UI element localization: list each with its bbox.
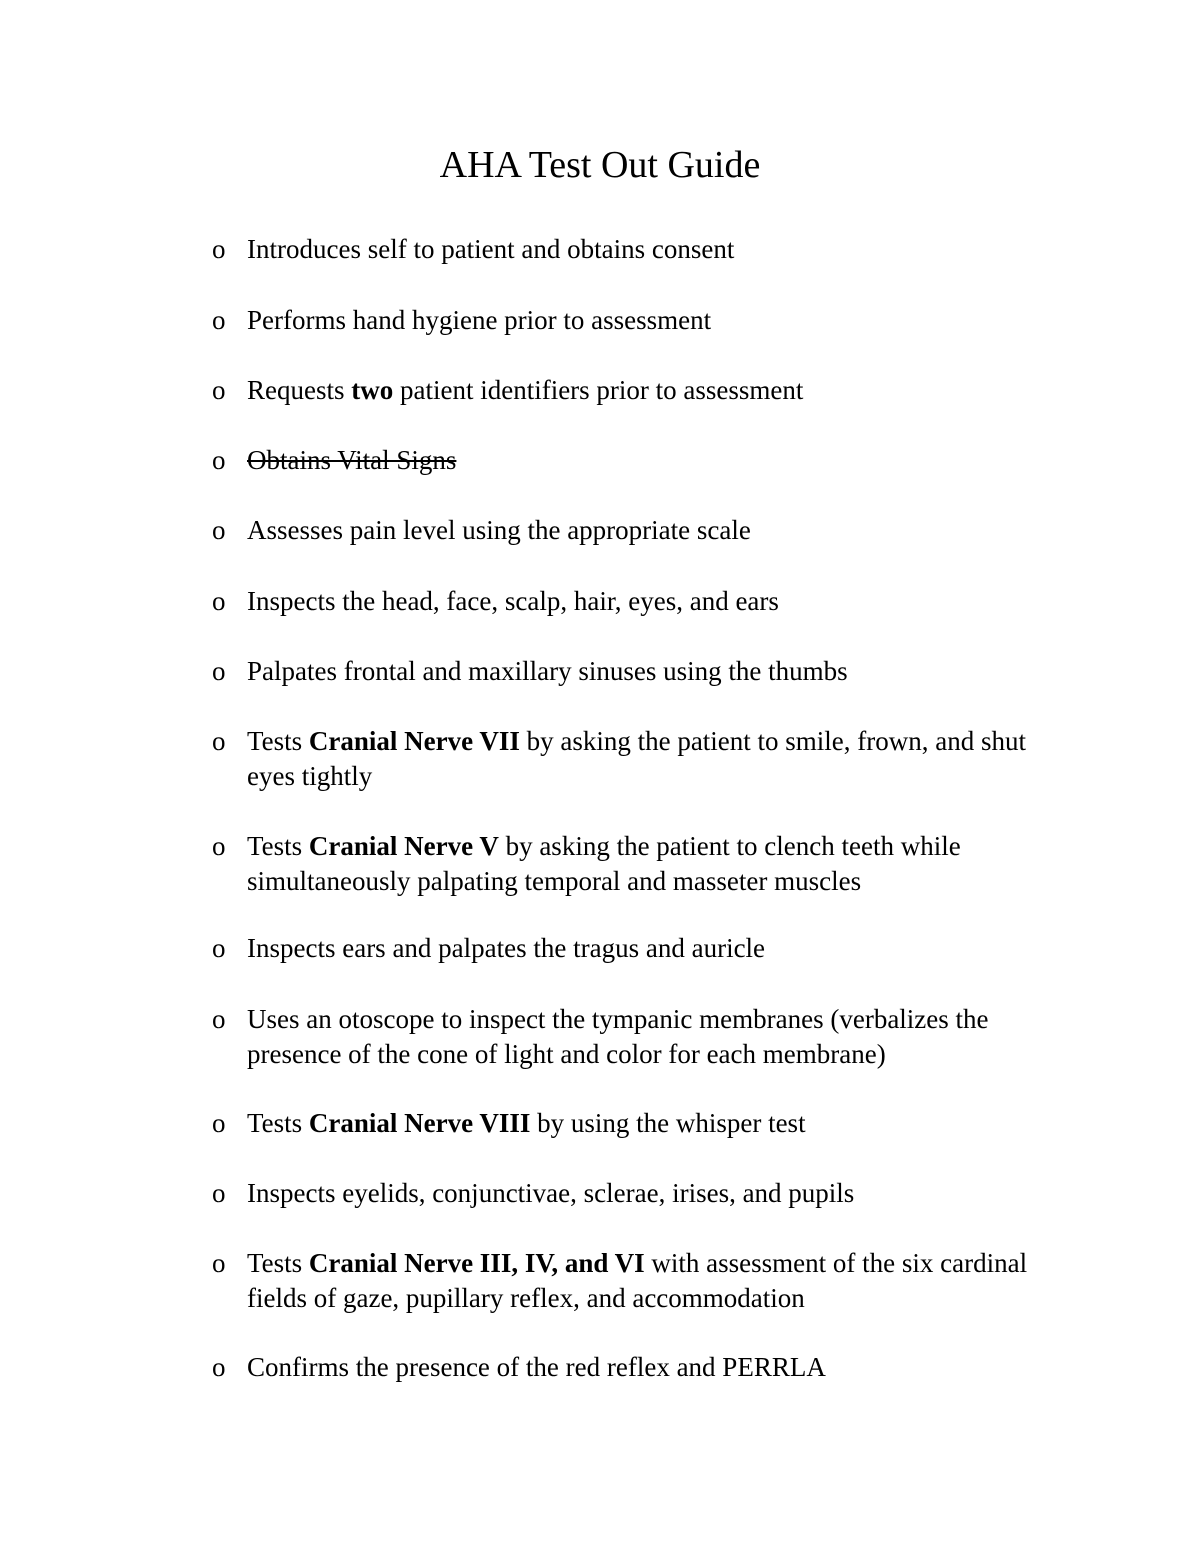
checklist-item	[212, 584, 1032, 619]
checklist-item	[212, 303, 1032, 338]
emphasized-text: Cranial Nerve VII	[308, 726, 520, 756]
checklist-item	[212, 1106, 1032, 1141]
bullet-marker: o	[212, 445, 226, 475]
item-text-segment: by asking the patient to clench teeth while simultaneously palpating temporal and masseter muscles	[247, 831, 961, 896]
item-text-segment: patient identifiers prior to assessment	[393, 375, 804, 405]
checklist-item	[212, 724, 1032, 794]
checklist-item-text	[247, 443, 1032, 478]
checklist-item	[212, 1176, 1032, 1211]
item-text-segment: Performs hand hygiene prior to assessment	[247, 305, 712, 335]
checklist-item-text	[247, 373, 1032, 408]
item-text-segment: Tests	[247, 831, 309, 861]
checklist-item-text	[247, 654, 1032, 689]
bullet-marker: o	[212, 831, 226, 861]
item-text-segment: Introduces self to patient and obtains consent	[247, 234, 735, 264]
checklist-item-text	[247, 584, 1032, 619]
bullet-marker: o	[212, 933, 226, 963]
item-text-segment: Requests	[247, 375, 352, 405]
checklist-item-text	[247, 232, 1032, 267]
page-title: AHA Test Out Guide	[439, 144, 761, 186]
bullet-marker: o	[212, 1004, 226, 1034]
bullet-marker: o	[212, 726, 226, 756]
checklist-item	[212, 829, 1032, 899]
item-text-segment: by using the whisper test	[530, 1108, 806, 1138]
checklist-item-text	[247, 303, 1032, 338]
item-text-segment: Confirms the presence of the red reflex and PERRLA	[247, 1352, 826, 1382]
checklist-item-text	[247, 1002, 1032, 1072]
item-text-segment: Tests	[247, 1108, 309, 1138]
checklist-item	[212, 373, 1032, 408]
bullet-marker: o	[212, 375, 226, 405]
bullet-marker: o	[212, 1248, 226, 1278]
bullet-marker: o	[212, 515, 226, 545]
item-text-segment: Palpates frontal and maxillary sinuses using the thumbs	[247, 656, 848, 686]
checklist-item	[212, 1350, 1032, 1385]
item-text-segment: Inspects ears and palpates the tragus and auricle	[247, 933, 766, 963]
bullet-marker: o	[212, 1178, 226, 1208]
checklist-item	[212, 1246, 1032, 1316]
emphasized-text: two	[351, 375, 394, 405]
bullet-marker: o	[212, 586, 226, 616]
emphasized-text: Cranial Nerve III, IV, and VI	[308, 1248, 645, 1278]
checklist-item-text	[247, 1246, 1032, 1316]
checklist-item	[212, 443, 1032, 478]
checklist-item-text	[247, 829, 1032, 899]
emphasized-text: Cranial Nerve V	[308, 831, 499, 861]
item-text-segment: Tests	[247, 726, 309, 756]
item-text-segment: Inspects eyelids, conjunctivae, sclerae, irises, and pupils	[247, 1178, 855, 1208]
bullet-marker: o	[212, 234, 226, 264]
checklist-item-text	[247, 513, 1032, 548]
checklist-item	[212, 931, 1032, 966]
bullet-marker: o	[212, 1108, 226, 1138]
checklist-item-text	[247, 1106, 1032, 1141]
checklist-item	[212, 513, 1032, 548]
item-text-segment: Uses an otoscope to inspect the tympanic membranes (verbalizes the presence of the cone of light and color for each membrane)	[247, 1004, 989, 1069]
item-text-segment: with assessment of the six cardinal fields of gaze, pupillary reflex, and accommodation	[247, 1248, 1028, 1313]
item-text-segment: Obtains Vital Signs	[247, 445, 457, 475]
checklist-item-text	[247, 1350, 1032, 1385]
emphasized-text: Cranial Nerve VIII	[308, 1108, 531, 1138]
bullet-marker: o	[212, 656, 226, 686]
checklist-item	[212, 232, 1032, 267]
checklist-item-text	[247, 931, 1032, 966]
item-text-segment: by asking the patient to smile, frown, and shut eyes tightly	[247, 726, 1027, 791]
bullet-marker: o	[212, 1352, 226, 1382]
checklist-item	[212, 1002, 1032, 1072]
bullet-marker: o	[212, 305, 226, 335]
item-text-segment: Inspects the head, face, scalp, hair, eyes, and ears	[247, 586, 779, 616]
checklist-item-text	[247, 724, 1032, 794]
item-text-segment: Assesses pain level using the appropriate scale	[247, 515, 751, 545]
checklist-item	[212, 654, 1032, 689]
checklist-item-text	[247, 1176, 1032, 1211]
item-text-segment: Tests	[247, 1248, 309, 1278]
